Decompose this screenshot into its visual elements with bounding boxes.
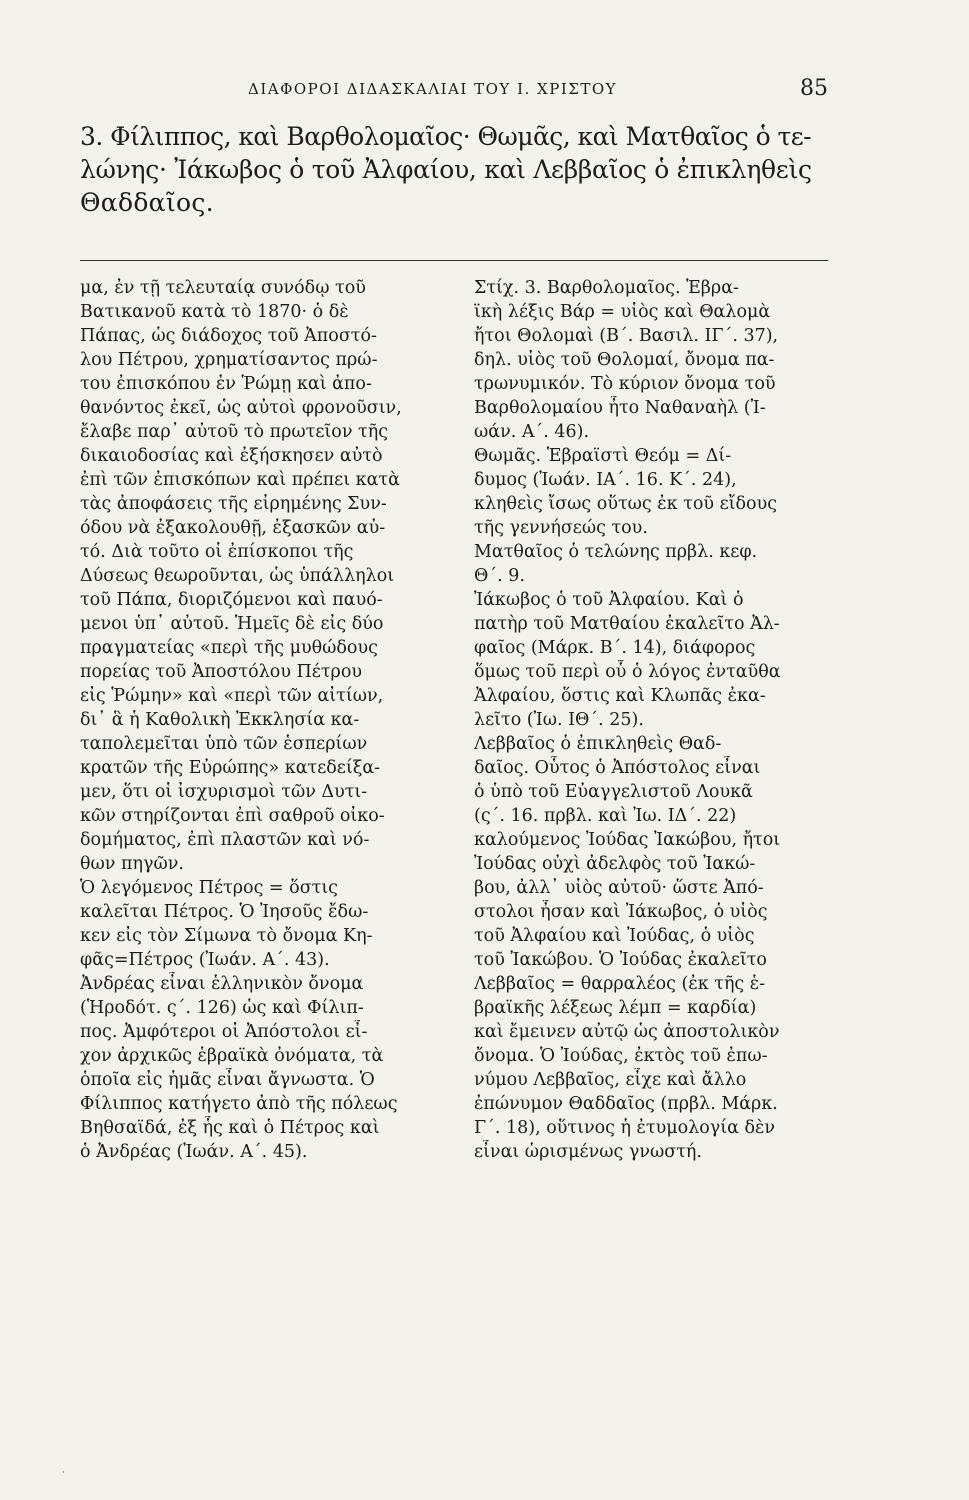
commentary-line: κρατῶν τῆς Εὐρώπης» κατεδείξα- [80, 758, 381, 778]
commentary-line: ὄνομα. Ὁ Ἰούδας, ἐκτὸς τοῦ ἐπω- [474, 1046, 768, 1066]
commentary-line: Ματθαῖος ὁ τελώνης πρβλ. κεφ. [474, 542, 758, 562]
commentary-line: δηλ. υἱὸς τοῦ Θολομαί, ὄνομα πα- [474, 350, 775, 370]
commentary-line: δομήματος, ἐπὶ πλαστῶν καὶ νό- [80, 830, 370, 850]
commentary-line: καλούμενος Ἰούδας Ἰακώβου, ἤτοι [474, 830, 781, 850]
commentary-line: εἶναι ὡρισμένως γνωστή. [474, 1142, 702, 1162]
commentary-line: Γ΄. 18), οὕτινος ἡ ἐτυμολογία δὲν [474, 1118, 776, 1138]
commentary-line: Βηθσαϊδά, ἐξ ἧς καὶ ὁ Πέτρος καὶ [80, 1118, 380, 1138]
page-header [248, 76, 828, 108]
commentary-line: Φίλιππος κατήγετο ἀπὸ τῆς πόλεως [80, 1094, 398, 1114]
commentary-line: μα, ἐν τῇ τελευταίᾳ συνόδῳ τοῦ [80, 278, 366, 298]
commentary-line: πραγματείας «περὶ τῆς μυθώδους [80, 638, 378, 658]
commentary-left-column [80, 276, 430, 1164]
commentary-line: κεν εἰς τὸν Σίμωνα τὸ ὄνομα Κη- [80, 926, 373, 946]
commentary-line: μενοι ὑπ᾽ αὐτοῦ. Ἡμεῖς δὲ εἰς δύο [80, 614, 384, 634]
separator-rule [80, 260, 828, 261]
commentary-line: Θωμᾶς. Ἑβραϊστὶ Θεόμ = Δί- [474, 446, 732, 466]
commentary-line: δι᾽ ἃ ἡ Καθολικὴ Ἐκκλησία κα- [80, 710, 360, 730]
commentary-line: θανόντος ἐκεῖ, ὡς αὐτοὶ φρονοῦσιν, [80, 398, 402, 418]
commentary-line: ωάν. Α΄. 46). [474, 422, 590, 442]
commentary-line: Βατικανοῦ κατὰ τὸ 1870· ὁ δὲ [80, 302, 349, 322]
commentary-line: Λεββαῖος ὁ ἐπικληθεὶς Θαδ- [474, 734, 722, 754]
commentary-line: δικαιοδοσίας καὶ ἐξήσκησεν αὐτὸ [80, 446, 383, 466]
commentary-line: ὁ ὑπὸ τοῦ Εὐαγγελιστοῦ Λουκᾶ [474, 782, 753, 802]
verse-line: Θαδδαῖος. [80, 188, 214, 217]
commentary-line: χον ἀρχικῶς ἑβραϊκὰ ὀνόματα, τὰ [80, 1046, 384, 1066]
commentary-line: τῆς γεννήσεώς του. [474, 518, 648, 538]
commentary-line: (ς΄. 16. πρβλ. καὶ Ἰω. ΙΔ΄. 22) [474, 806, 737, 826]
commentary-line: Ἰούδας οὐχὶ ἀδελφὸς τοῦ Ἰακώ- [474, 854, 756, 874]
commentary-line: (Ἡροδότ. ς΄. 126) ὡς καὶ Φίλιπ- [80, 998, 364, 1018]
commentary-line: όδου νὰ ἐξακολουθῇ, ἐξασκῶν αὐ- [80, 518, 386, 538]
commentary-line: φαῖος (Μάρκ. Β΄. 14), διάφορος [474, 638, 756, 658]
commentary-line: Ἀνδρέας εἶναι ἑλληνικὸν ὄνομα [80, 974, 364, 994]
commentary-line: λου Πέτρου, χρηματίσαντος πρώ- [80, 350, 378, 370]
commentary-line: ὁποῖα εἰς ἡμᾶς εἶναι ἄγνωστα. Ὁ [80, 1070, 375, 1090]
commentary-line: ἤτοι Θολομαὶ (Β΄. Βασιλ. ΙΓ΄. 37), [474, 326, 779, 346]
commentary-line: νύμου Λεββαῖος, εἶχε καὶ ἄλλο [474, 1070, 747, 1090]
commentary-line: ὅμως τοῦ περὶ οὗ ὁ λόγος ἐνταῦθα [474, 662, 781, 682]
commentary-line: Βαρθολομαίου ἦτο Ναθαναὴλ (Ἰ- [474, 398, 766, 418]
commentary-line: πορείας τοῦ Ἀποστόλου Πέτρου [80, 662, 362, 682]
commentary-line: βραϊκῆς λέξεως λέμπ = καρδία) [474, 998, 757, 1018]
commentary-line: τοῦ Ἰακώβου. Ὁ Ἰούδας ἐκαλεῖτο [474, 950, 767, 970]
running-title: ΔΙΑΦΟΡΟΙ ΔΙΔΑΣΚΑΛΙΑΙ ΤΟΥ Ι. ΧΡΙΣΤΟΥ [248, 80, 618, 98]
commentary-line: τρωνυμικόν. Τὸ κύριον ὄνομα τοῦ [474, 374, 776, 394]
commentary-line: ϊκὴ λέξις Βάρ = υἱὸς καὶ Θαλομὰ [474, 302, 771, 322]
commentary-line: ὁ Ἀνδρέας (Ἰωάν. Α΄. 45). [80, 1142, 308, 1162]
commentary-line: μεν, ὅτι οἱ ἰσχυρισμοὶ τῶν Δυτι- [80, 782, 368, 802]
commentary-line: του ἐπισκόπου ἐν Ῥώμῃ καὶ ἀπο- [80, 374, 372, 394]
commentary-line: τοῦ Ἀλφαίου καὶ Ἰούδας, ὁ υἱὸς [474, 926, 755, 946]
commentary-line: Ἀλφαίου, ὅστις καὶ Κλωπᾶς ἐκα- [474, 686, 766, 706]
commentary-line: Πάπας, ὡς διάδοχος τοῦ Ἀποστό- [80, 326, 377, 346]
commentary-line: τὰς ἀποφάσεις τῆς εἰρημένης Συν- [80, 494, 387, 514]
commentary-line: ἔλαβε παρ᾽ αὐτοῦ τὸ πρωτεῖον τῆς [80, 422, 388, 442]
commentary-line: Θ΄. 9. [474, 566, 525, 586]
commentary-line: πος. Ἀμφότεροι οἱ Ἀπόστολοι εἶ- [80, 1022, 368, 1042]
commentary-line: τό. Διὰ τοῦτο οἱ ἐπίσκοποι τῆς [80, 542, 354, 562]
commentary-line: Στίχ. 3. Βαρθολομαῖος. Ἑβρα- [474, 278, 739, 298]
commentary-line: θων πηγῶν. [80, 854, 184, 874]
verse-line: λώνης· Ἰάκωβος ὁ τοῦ Ἀλφαίου, καὶ Λεββαῖος ὁ ἐπικληθεὶς [80, 155, 812, 184]
commentary-line: ἐπώνυμον Θαδδαῖος (πρβλ. Μάρκ. [474, 1094, 778, 1114]
commentary-line: δαῖος. Οὗτος ὁ Ἀπόστολος εἶναι [474, 758, 761, 778]
commentary-line: βου, ἀλλ᾽ υἱὸς αὐτοῦ· ὥστε Ἀπό- [474, 878, 764, 898]
commentary-line: δυμος (Ἰωάν. ΙΑ΄. 16. Κ΄. 24), [474, 470, 737, 490]
commentary-line: Ἰάκωβος ὁ τοῦ Ἀλφαίου. Καὶ ὁ [474, 590, 744, 610]
scripture-verse [80, 120, 828, 219]
commentary-right-column [474, 276, 828, 1164]
commentary-line: ἐπὶ τῶν ἐπισκόπων καὶ πρέπει κατὰ [80, 470, 400, 490]
commentary-line: πατὴρ τοῦ Ματθαίου ἐκαλεῖτο Ἀλ- [474, 614, 780, 634]
commentary-line: κληθεὶς ἴσως οὕτως ἐκ τοῦ εἴδους [474, 494, 778, 514]
commentary-line: λεῖτο (Ἰω. ΙΘ΄. 25). [474, 710, 644, 730]
commentary-line: Λεββαῖος = θαρραλέος (ἐκ τῆς ἑ- [474, 974, 766, 994]
commentary-line: ταπολεμεῖται ὑπὸ τῶν ἑσπερίων [80, 734, 368, 754]
commentary-line: καὶ ἔμεινεν αὐτῷ ὡς ἀποστολικὸν [474, 1022, 780, 1042]
stray-mark: · [62, 1468, 65, 1478]
verse-line: 3. Φίλιππος, καὶ Βαρθολομαῖος· Θωμᾶς, καὶ Ματθαῖος ὁ τε- [80, 122, 812, 151]
commentary-line: τοῦ Πάπα, διοριζόμενοι καὶ παυό- [80, 590, 383, 610]
commentary-line: κῶν στηρίζονται ἐπὶ σαθροῦ οἰκο- [80, 806, 385, 826]
commentary-line: Δύσεως θεωροῦνται, ὡς ὑπάλληλοι [80, 566, 395, 586]
commentary-line: εἰς Ῥώμην» καὶ «περὶ τῶν αἰτίων, [80, 686, 384, 706]
page-number: 85 [800, 76, 828, 101]
commentary-line: φᾶς=Πέτρος (Ἰωάν. Α΄. 43). [80, 950, 330, 970]
commentary-line: στολοι ἦσαν καὶ Ἰάκωβος, ὁ υἱὸς [474, 902, 768, 922]
commentary-line: Ὁ λεγόμενος Πέτρος = ὅστις [80, 878, 338, 898]
commentary-line: καλεῖται Πέτρος. Ὁ Ἰησοῦς ἔδω- [80, 902, 369, 922]
